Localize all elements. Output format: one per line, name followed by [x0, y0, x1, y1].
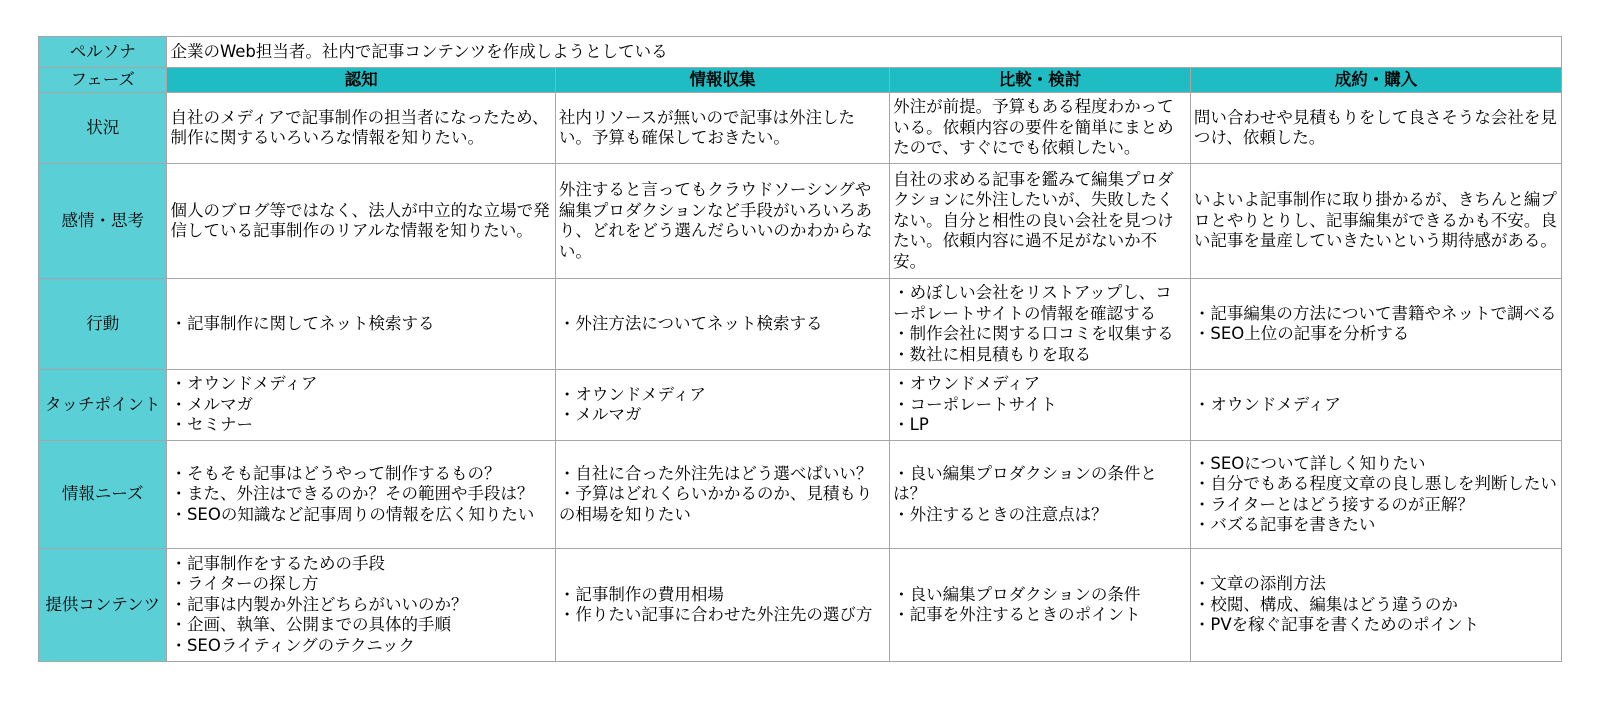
content-offer-cell-comparison: ・良い編集プロダクションの条件 ・記事を外注するときのポイント: [890, 549, 1191, 662]
emotion-cell-purchase: いよいよ記事制作に取り掛かるが、きちんと編プロとやりとりし、記事編集ができるかも不安。良い記事を量産していきたいという期待感がある。: [1190, 164, 1561, 279]
row-label-emotion: 感情・思考: [39, 164, 167, 279]
touchpoint-row: [39, 370, 1562, 441]
emotion-cell-awareness: 個人のブログ等ではなく、法人が中立的な立場で発信している記事制作のリアルな情報を知りたい。: [167, 164, 555, 279]
touchpoint-cell-purchase: ・オウンドメディア: [1190, 370, 1561, 441]
content-offer-cell-research: ・記事制作の費用相場 ・作りたい記事に合わせた外注先の選び方: [555, 549, 889, 662]
phase-label: フェーズ: [39, 68, 167, 93]
row-label-situation: 状況: [39, 93, 167, 164]
action-cell-awareness: ・記事制作に関してネット検索する: [167, 279, 555, 370]
touchpoint-cell-comparison: ・オウンドメディア ・コーポレートサイト ・LP: [890, 370, 1191, 441]
situation-cell-comparison: 外注が前提。予算もある程度わかっている。依頼内容の要件を簡単にまとめたので、すぐにでも依頼したい。: [890, 93, 1191, 164]
touchpoint-cell-awareness: ・オウンドメディア ・メルマガ ・セミナー: [167, 370, 555, 441]
action-cell-purchase: ・記事編集の方法について書籍やネットで調べる ・SEO上位の記事を分析する: [1190, 279, 1561, 370]
persona-label: ペルソナ: [39, 37, 167, 68]
situation-cell-research: 社内リソースが無いので記事は外注したい。予算も確保しておきたい。: [555, 93, 889, 164]
situation-row: [39, 93, 1562, 164]
situation-cell-purchase: 問い合わせや見積もりをして良さそうな会社を見つけ、依頼した。: [1190, 93, 1561, 164]
info-needs-row: [39, 441, 1562, 549]
row-label-content-offer: 提供コンテンツ: [39, 549, 167, 662]
phase-header-awareness: 認知: [167, 68, 555, 93]
phase-header-research: 情報収集: [555, 68, 889, 93]
phase-header-comparison: 比較・検討: [890, 68, 1191, 93]
action-cell-research: ・外注方法についてネット検索する: [555, 279, 889, 370]
customer-journey-table: [38, 36, 1562, 662]
content-offer-cell-purchase: ・文章の添削方法 ・校閲、構成、編集はどう違うのか ・PVを稼ぐ記事を書くためのポイント: [1190, 549, 1561, 662]
situation-cell-awareness: 自社のメディアで記事制作の担当者になったため、制作に関するいろいろな情報を知りたい。: [167, 93, 555, 164]
row-label-info-needs: 情報ニーズ: [39, 441, 167, 549]
info-needs-cell-comparison: ・良い編集プロダクションの条件とは？ ・外注するときの注意点は？: [890, 441, 1191, 549]
action-cell-comparison: ・めぼしい会社をリストアップし、コーポレートサイトの情報を確認する ・制作会社に関する口コミを収集する ・数社に相見積もりを取る: [890, 279, 1191, 370]
phase-row: [39, 68, 1562, 93]
phase-header-purchase: 成約・購入: [1190, 68, 1561, 93]
action-row: [39, 279, 1562, 370]
info-needs-cell-research: ・自社に合った外注先はどう選べばいい？ ・予算はどれくらいかかるのか、見積もりの相場を知りたい: [555, 441, 889, 549]
emotion-cell-research: 外注すると言ってもクラウドソーシングや編集プロダクションなど手段がいろいろあり、どれをどう選んだらいいのかわからない。: [555, 164, 889, 279]
persona-description: 企業のWeb担当者。社内で記事コンテンツを作成しようとしている: [167, 37, 1562, 68]
persona-row: [39, 37, 1562, 68]
content-offer-cell-awareness: ・記事制作をするための手段 ・ライターの探し方 ・記事は内製か外注どちらがいいのか？ ・企画、執筆、公開までの具体的手順 ・SEOライティングのテクニック: [167, 549, 555, 662]
row-label-action: 行動: [39, 279, 167, 370]
row-label-touchpoint: タッチポイント: [39, 370, 167, 441]
info-needs-cell-purchase: ・SEOについて詳しく知りたい ・自分でもある程度文章の良し悪しを判断したい ・ライターとはどう接するのが正解？ ・バズる記事を書きたい: [1190, 441, 1561, 549]
emotion-cell-comparison: 自社の求める記事を鑑みて編集プロダクションに外注したいが、失敗したくない。自分と相性の良い会社を見つけたい。依頼内容に過不足がないか不安。: [890, 164, 1191, 279]
info-needs-cell-awareness: ・そもそも記事はどうやって制作するもの？ ・また、外注はできるのか？その範囲や手段は？ ・SEOの知識など記事周りの情報を広く知りたい: [167, 441, 555, 549]
touchpoint-cell-research: ・オウンドメディア ・メルマガ: [555, 370, 889, 441]
emotion-row: [39, 164, 1562, 279]
content-offer-row: [39, 549, 1562, 662]
